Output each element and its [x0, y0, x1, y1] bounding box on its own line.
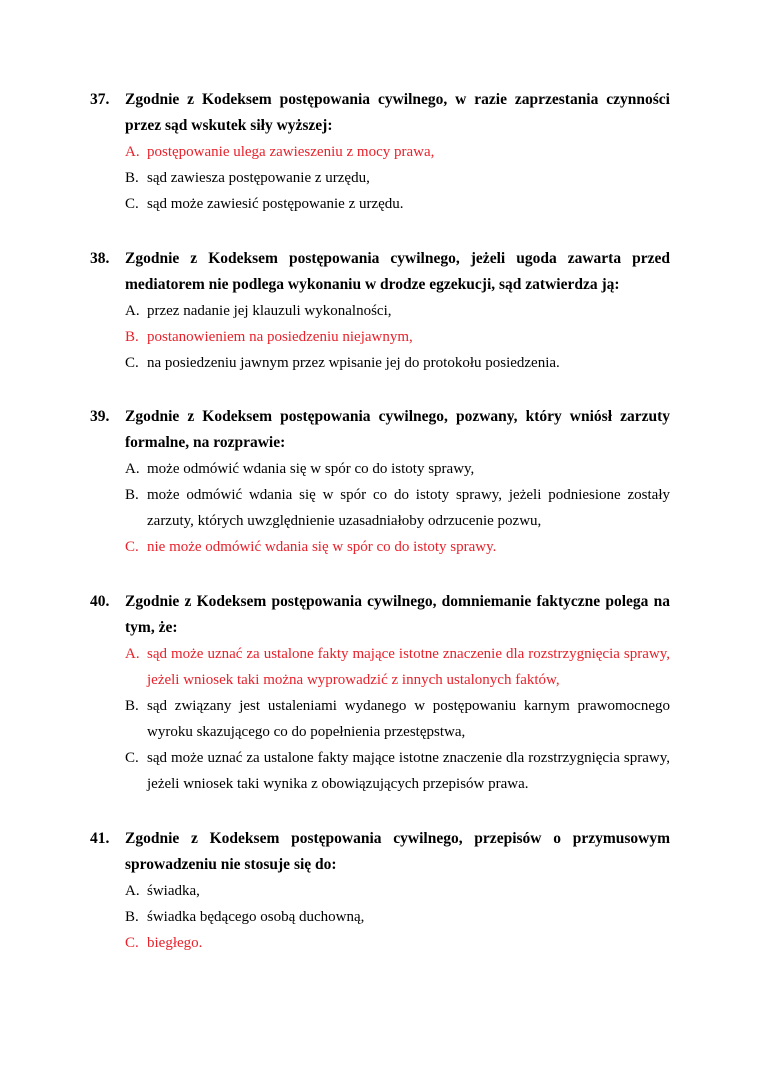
option-b [125, 904, 670, 930]
question-38 [90, 246, 670, 376]
option-letter: C. [125, 935, 139, 951]
option-text: nie może odmówić wdania się w spór co do istoty sprawy. [147, 539, 497, 555]
answer-options [125, 878, 670, 956]
option-a [125, 878, 670, 904]
option-letter: B. [125, 329, 139, 345]
question-39 [90, 404, 670, 560]
option-letter: B. [125, 909, 139, 925]
option-b [125, 165, 670, 191]
question-number: 39. [90, 408, 110, 425]
option-c [125, 350, 670, 376]
option-text: może odmówić wdania się w spór co do istoty sprawy, jeżeli podniesione zostały zarzuty, których uwzględnienie uzasadniałoby odrzucenie pozwu, [147, 487, 670, 529]
option-b [125, 324, 670, 350]
option-text: sąd może uznać za ustalone fakty mające istotne znaczenie dla rozstrzygnięcia sprawy, jeżeli wniosek taki można wyprowadzić z innych ustalonych faktów, [147, 646, 670, 688]
option-b [125, 482, 670, 534]
option-letter: A. [125, 883, 140, 899]
question-number: 37. [90, 91, 110, 108]
option-letter: A. [125, 461, 140, 477]
question-40 [90, 589, 670, 797]
question-header [90, 589, 670, 641]
answer-options [125, 456, 670, 560]
question-text: Zgodnie z Kodeksem postępowania cywilnego, pozwany, który wniósł zarzuty formalne, na rozprawie: [125, 408, 670, 451]
question-header [90, 87, 670, 139]
option-text: postanowieniem na posiedzeniu niejawnym, [147, 329, 413, 345]
option-letter: C. [125, 539, 139, 555]
question-37 [90, 87, 670, 217]
option-text: świadka będącego osobą duchowną, [147, 909, 365, 925]
question-text: Zgodnie z Kodeksem postępowania cywilnego, przepisów o przymusowym sprowadzeniu nie stosuje się do: [125, 830, 670, 873]
question-header [90, 826, 670, 878]
question-text: Zgodnie z Kodeksem postępowania cywilnego, jeżeli ugoda zawarta przed mediatorem nie podlega wykonaniu w drodze egzekucji, sąd zatwierdza ją: [125, 250, 670, 293]
option-letter: C. [125, 196, 139, 212]
question-number: 41. [90, 830, 110, 847]
option-a [125, 641, 670, 693]
question-header [90, 404, 670, 456]
option-letter: B. [125, 698, 139, 714]
option-text: sąd może uznać za ustalone fakty mające istotne znaczenie dla rozstrzygnięcia sprawy, jeżeli wniosek taki wynika z obowiązujących przepisów prawa. [147, 750, 670, 792]
option-text: sąd związany jest ustaleniami wydanego w postępowaniu karnym prawomocnego wyroku skazującego co do popełnienia przestępstwa, [147, 698, 670, 740]
answer-options [125, 298, 670, 376]
option-a [125, 139, 670, 165]
option-letter: A. [125, 646, 140, 662]
option-letter: A. [125, 303, 140, 319]
answer-options [125, 139, 670, 217]
question-text: Zgodnie z Kodeksem postępowania cywilnego, domniemanie faktyczne polega na tym, że: [125, 593, 670, 636]
option-text: świadka, [147, 883, 200, 899]
question-41 [90, 826, 670, 956]
question-number: 40. [90, 593, 110, 610]
option-text: przez nadanie jej klauzuli wykonalności, [147, 303, 392, 319]
question-header [90, 246, 670, 298]
question-number: 38. [90, 250, 110, 267]
option-text: sąd zawiesza postępowanie z urzędu, [147, 170, 370, 186]
option-text: biegłego. [147, 935, 203, 951]
option-text: postępowanie ulega zawieszeniu z mocy prawa, [147, 144, 435, 160]
option-c [125, 534, 670, 560]
option-text: może odmówić wdania się w spór co do istoty sprawy, [147, 461, 475, 477]
option-letter: C. [125, 355, 139, 371]
option-c [125, 191, 670, 217]
answer-options [125, 641, 670, 797]
option-letter: B. [125, 170, 139, 186]
option-a [125, 456, 670, 482]
option-letter: B. [125, 487, 139, 503]
question-text: Zgodnie z Kodeksem postępowania cywilnego, w razie zaprzestania czynności przez sąd wskutek siły wyższej: [125, 91, 670, 134]
option-letter: A. [125, 144, 140, 160]
option-text: sąd może zawiesić postępowanie z urzędu. [147, 196, 404, 212]
option-letter: C. [125, 750, 139, 766]
option-text: na posiedzeniu jawnym przez wpisanie jej do protokołu posiedzenia. [147, 355, 560, 371]
option-c [125, 745, 670, 797]
option-b [125, 693, 670, 745]
option-c [125, 930, 670, 956]
option-a [125, 298, 670, 324]
